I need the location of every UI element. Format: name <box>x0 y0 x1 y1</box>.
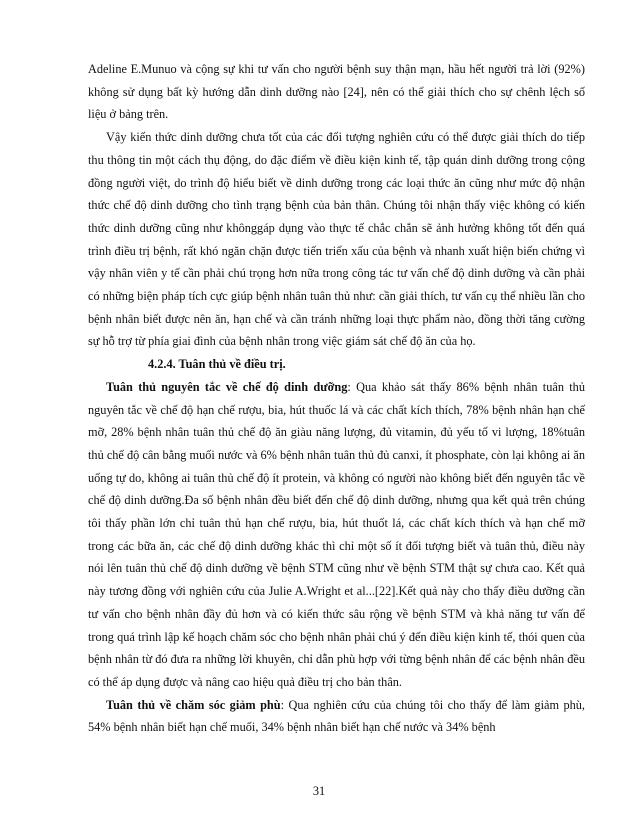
page-number: 31 <box>312 784 326 798</box>
section-heading: 4.2.4. Tuân thủ về điều trị. <box>148 357 286 372</box>
paragraph-lead-diet: Tuân thủ nguyên tắc về chế độ dinh dưỡng <box>106 379 348 394</box>
paragraph-analysis: Vậy kiến thức dinh dưỡng chưa tốt của các đối tượng nghiên cứu có thể được giải thích do tiếp thu thông tin một cách thụ động, do đặc điểm về điều kiện kinh tế, tập quán dinh dưỡng trong cộng đồng người việt, do trình độ hiểu biết về dinh dưỡng trong các loại thức ăn cũng như mức độ nhận thức chế độ dinh dưỡng cho tình trạng bệnh của bản thân. Chúng tôi nhận thấy việc không có kiến thức dinh dưỡng cũng như khônggáp dụng vào thực tế chắc chắn sẽ ảnh hưởng không tốt đến quá trình điều trị bệnh, rất khó ngăn chặn được tiến triển xấu của bệnh và nhanh xuất hiện biến chứng vì vậy nhân viên y tế cần phải chú trọng hơn nữa trong công tác tư vấn chế độ dinh dưỡng và cần phải có những biện pháp tích cực giúp bệnh nhân tuân thủ như: cần giải thích, tư vấn cụ thể nhiều lần cho bệnh nhân biết được nên ăn, hạn chế và cần tránh những loại thực phẩm nào, đồng thời tăng cường sự hỗ trợ từ phía giai đình của bệnh nhân trong việc giám sát chế độ ăn của họ. <box>88 130 585 349</box>
paragraph-diet-compliance <box>88 376 585 694</box>
paragraph-body-edema: : Qua nghiên cứu của chúng tôi cho thấy để làm giảm phù, 54% bệnh nhân biết hạn chế muối, 34% bệnh nhân biết hạn chế nước và 34% bệnh <box>88 697 586 735</box>
paragraph-continuation: Adeline E.Munuo và cộng sự khi tư vấn cho người bệnh suy thận mạn, hầu hết người trả lời (92%) không sử dụng bất kỳ hướng dẫn dinh dưỡng nào [24], nên có thể giải thích cho sự chênh lệch số liệu ở bảng trên. <box>88 62 585 122</box>
paragraph-body-diet: : Qua khảo sát thấy 86% bệnh nhân tuân thủ nguyên tắc về chế độ hạn chế rượu, bia, hút thuốc lá và các chất kích thích, 78% bệnh nhân hạn chế mỡ, 28% bệnh nhân tuân thủ chế độ ăn giàu năng lượng, đủ vitamin, đủ yếu tố vi lượng, 18%tuân thủ chế độ cân bằng muối nước và 6% bệnh nhân tuân thủ đủ canxi, ít phosphate, còn lại không ai ăn uống tự do, không ai tuân thủ chế độ ít protein, và không có người nào không biết đến nguyên tắc về chế độ dinh dưỡng.Đa số bệnh nhân đều biết đến chế độ dinh dưỡng, nhưng qua kết quả trên chúng tôi thấy phần lớn chỉ tuân thủ hạn chế rượu, bia, hút thuốt lá, các chất kích thích và hạn chế mỡ trong các bữa ăn, các chế độ dinh dưỡng khác thì chỉ một số ít đối tượng biết và tuân thủ, điều này nói lên tuân thủ chế độ dinh dưỡng về bệnh STM cũng như về bệnh STM thật sự chưa cao. Kết quả này tương đồng với nghiên cứu của Julie A.Wright et al...[22].Kết quả này cho thấy điều dưỡng cần tư vấn cho bệnh nhân đầy đủ hơn và có kiến thức sâu rộng về bệnh STM và khả năng tư vấn để trong quá trình lập kế hoạch chăm sóc cho bệnh nhân phải chú ý đến điều kiện kinh tế, thói quen của bệnh nhân từ đó đưa ra những lời khuyên, chỉ dẫn phù hợp với từng bệnh nhân để các bệnh nhân đều có thể áp dụng được và nâng cao hiệu quả điều trị cho bản thân. <box>88 379 585 689</box>
paragraph-lead-edema: Tuân thủ về chăm sóc giảm phù <box>106 697 281 712</box>
paragraph-edema-care <box>88 694 585 739</box>
page-body <box>88 58 585 739</box>
